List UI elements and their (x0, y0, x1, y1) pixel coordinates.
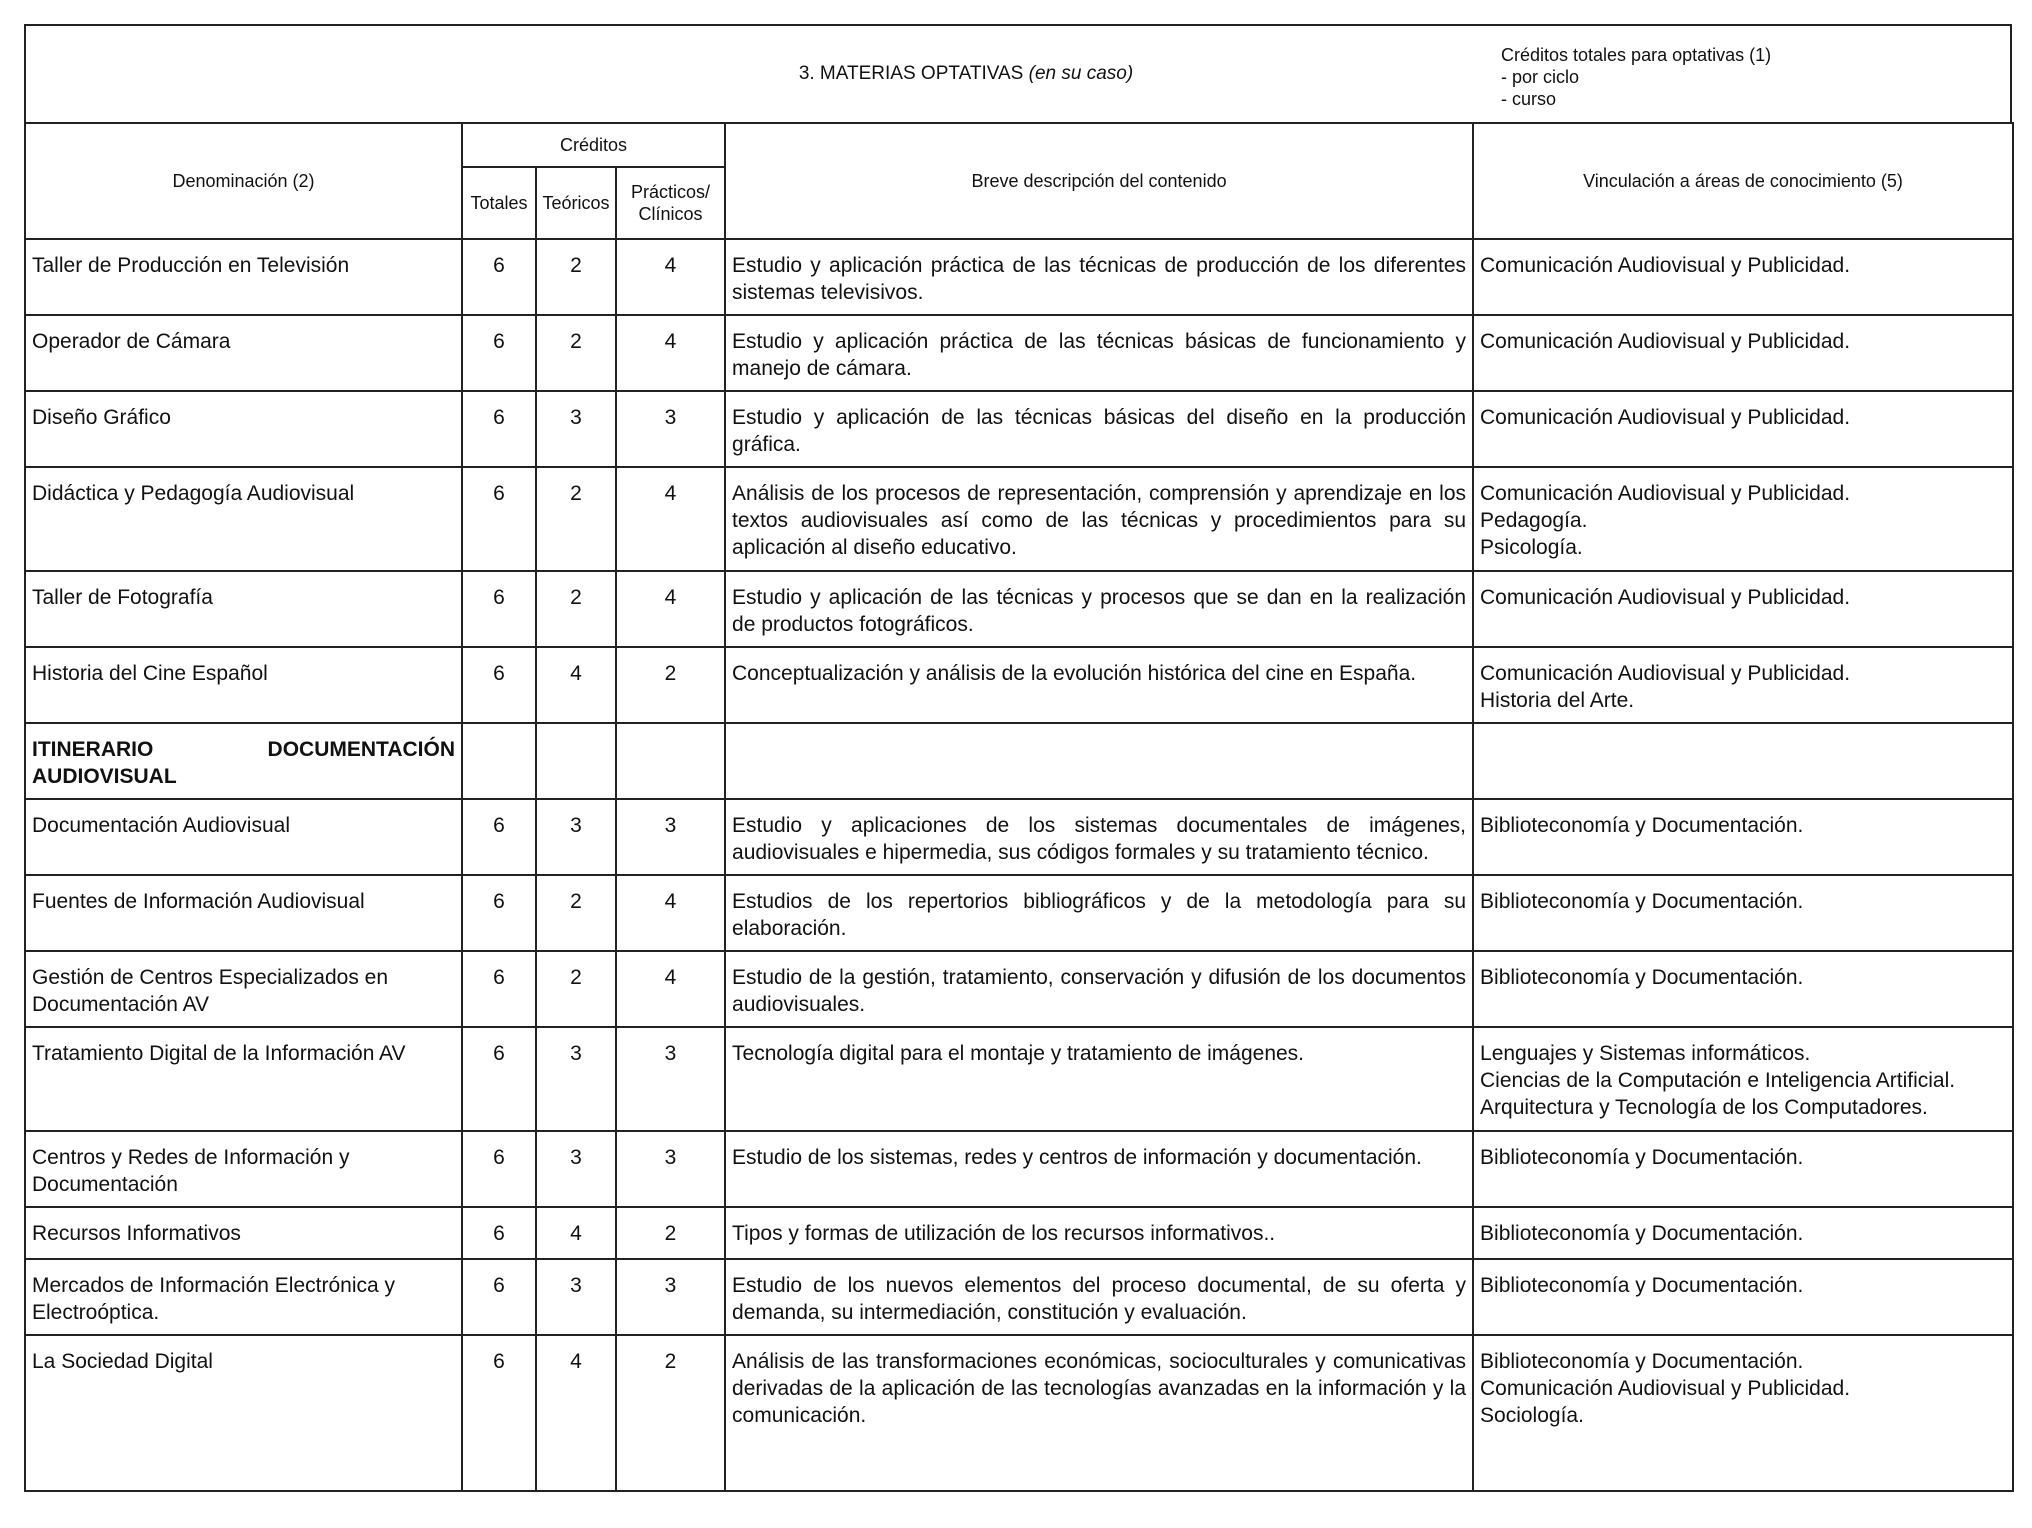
subject-name: Centros y Redes de Información y Documentación (25, 1131, 462, 1207)
credits-theory: 2 (536, 239, 616, 315)
col-header-denominacion: Denominación (2) (25, 123, 462, 239)
table-row (25, 1335, 2013, 1491)
knowledge-areas (1473, 951, 2013, 1027)
subject-name: La Sociedad Digital (25, 1335, 462, 1491)
knowledge-area: Biblioteconomía y Documentación. (1480, 966, 1804, 989)
knowledge-area: Comunicación Audiovisual y Publicidad. (1480, 662, 1851, 685)
knowledge-area: Comunicación Audiovisual y Publicidad. (1480, 254, 1851, 277)
table-row (25, 467, 2013, 571)
knowledge-areas (1473, 1131, 2013, 1207)
knowledge-area: Ciencias de la Computación e Inteligencia Artificial. (1480, 1069, 1956, 1092)
empty-cell (536, 723, 616, 799)
knowledge-areas (1473, 391, 2013, 467)
table-row (25, 239, 2013, 315)
knowledge-areas (1473, 875, 2013, 951)
credits-total: 6 (462, 391, 536, 467)
optativas-table (24, 122, 2014, 1492)
knowledge-areas (1473, 1335, 2013, 1491)
credits-total: 6 (462, 571, 536, 647)
knowledge-area: Sociología. (1480, 1404, 1584, 1427)
section-title (26, 26, 1476, 122)
knowledge-areas (1473, 571, 2013, 647)
credits-theory: 4 (536, 647, 616, 723)
credits-total: 6 (462, 1207, 536, 1259)
content-description: Tecnología digital para el montaje y tratamiento de imágenes. (725, 1027, 1473, 1131)
knowledge-area: Biblioteconomía y Documentación. (1480, 1146, 1804, 1169)
table-body (25, 239, 2013, 1491)
section-header (24, 24, 2012, 122)
table-row (25, 1207, 2013, 1259)
subject-name: Diseño Gráfico (25, 391, 462, 467)
credits-theory: 3 (536, 1131, 616, 1207)
credits-note-line: - curso (1501, 89, 1557, 109)
credits-practice: 4 (616, 875, 725, 951)
knowledge-area: Biblioteconomía y Documentación. (1480, 814, 1804, 837)
credits-total: 6 (462, 647, 536, 723)
table-row (25, 391, 2013, 467)
subject-name: Taller de Fotografía (25, 571, 462, 647)
credits-total-note (1501, 44, 1771, 110)
credits-practice: 4 (616, 315, 725, 391)
subject-name: Gestión de Centros Especializados en Documentación AV (25, 951, 462, 1027)
content-description: Tipos y formas de utilización de los recursos informativos.. (725, 1207, 1473, 1259)
table-row (25, 315, 2013, 391)
credits-theory: 3 (536, 1027, 616, 1131)
knowledge-areas (1473, 467, 2013, 571)
credits-theory: 2 (536, 951, 616, 1027)
knowledge-areas (1473, 1027, 2013, 1131)
knowledge-area: Biblioteconomía y Documentación. (1480, 1350, 1804, 1373)
content-description: Análisis de los procesos de representación, comprensión y aprendizaje en los textos audiovisuales así como de las técnicas y procedimientos para su aplicación al diseño educativo. (725, 467, 1473, 571)
subject-name: Operador de Cámara (25, 315, 462, 391)
knowledge-area: Comunicación Audiovisual y Publicidad. (1480, 406, 1851, 429)
content-description: Análisis de las transformaciones económicas, socioculturales y comunicativas derivadas de la aplicación de las tecnologías avanzadas en la información y la comunicación. (725, 1335, 1473, 1491)
credits-note-line: - por ciclo (1501, 67, 1580, 87)
credits-practice: 4 (616, 571, 725, 647)
credits-practice: 4 (616, 239, 725, 315)
credits-total: 6 (462, 1131, 536, 1207)
content-description: Conceptualización y análisis de la evolución histórica del cine en España. (725, 647, 1473, 723)
credits-note-line: Créditos totales para optativas (1) (1501, 45, 1772, 65)
table-row (25, 571, 2013, 647)
content-description: Estudios de los repertorios bibliográficos y de la metodología para su elaboración. (725, 875, 1473, 951)
credits-practice: 4 (616, 951, 725, 1027)
credits-total: 6 (462, 1027, 536, 1131)
credits-theory: 2 (536, 571, 616, 647)
content-description: Estudio de la gestión, tratamiento, conservación y difusión de los documentos audiovisuales. (725, 951, 1473, 1027)
knowledge-area: Comunicación Audiovisual y Publicidad. (1480, 1377, 1851, 1400)
subject-name: Fuentes de Información Audiovisual (25, 875, 462, 951)
subject-name: Tratamiento Digital de la Información AV (25, 1027, 462, 1131)
col-header-creditos: Créditos (462, 123, 725, 167)
subject-name: Recursos Informativos (25, 1207, 462, 1259)
table-row (25, 1027, 2013, 1131)
content-description: Estudio de los nuevos elementos del proceso documental, de su oferta y demanda, su intermediación, constitución y evaluación. (725, 1259, 1473, 1335)
credits-theory: 3 (536, 1259, 616, 1335)
credits-total: 6 (462, 239, 536, 315)
content-description: Estudio y aplicación práctica de las técnicas básicas de funcionamiento y manejo de cámara. (725, 315, 1473, 391)
credits-practice: 3 (616, 1259, 725, 1335)
knowledge-areas (1473, 1207, 2013, 1259)
col-header-practicos: Prácticos/ Clínicos (616, 167, 725, 239)
credits-total: 6 (462, 799, 536, 875)
subject-name: Didáctica y Pedagogía Audiovisual (25, 467, 462, 571)
credits-total: 6 (462, 467, 536, 571)
subject-name: Mercados de Información Electrónica y Electroóptica. (25, 1259, 462, 1335)
credits-total: 6 (462, 951, 536, 1027)
section-title-text: 3. MATERIAS OPTATIVAS (798, 63, 1024, 84)
credits-total: 6 (462, 875, 536, 951)
knowledge-area: Comunicación Audiovisual y Publicidad. (1480, 586, 1851, 609)
credits-theory: 4 (536, 1335, 616, 1491)
knowledge-areas (1473, 799, 2013, 875)
credits-total: 6 (462, 1259, 536, 1335)
credits-practice: 4 (616, 467, 725, 571)
document-page (24, 24, 2012, 1492)
content-description: Estudio y aplicaciones de los sistemas documentales de imágenes, audiovisuales e hipermedia, sus códigos formales y su tratamiento técnico. (725, 799, 1473, 875)
table-row (25, 1259, 2013, 1335)
col-header-descripcion: Breve descripción del contenido (725, 123, 1473, 239)
credits-practice: 3 (616, 799, 725, 875)
credits-practice: 2 (616, 1335, 725, 1491)
content-description: Estudio y aplicación de las técnicas y procesos que se dan en la realización de productos fotográficos. (725, 571, 1473, 647)
empty-cell (725, 723, 1473, 799)
section-title-note: (en su caso) (1028, 63, 1134, 84)
content-description: Estudio de los sistemas, redes y centros de información y documentación. (725, 1131, 1473, 1207)
credits-practice: 2 (616, 647, 725, 723)
credits-theory: 2 (536, 467, 616, 571)
credits-practice: 2 (616, 1207, 725, 1259)
subject-name: Historia del Cine Español (25, 647, 462, 723)
knowledge-areas (1473, 239, 2013, 315)
credits-theory: 3 (536, 799, 616, 875)
credits-theory: 2 (536, 875, 616, 951)
credits-theory: 2 (536, 315, 616, 391)
knowledge-area: Comunicación Audiovisual y Publicidad. (1480, 330, 1851, 353)
knowledge-area: Arquitectura y Tecnología de los Computadores. (1480, 1096, 1928, 1119)
credits-theory: 3 (536, 391, 616, 467)
knowledge-area: Biblioteconomía y Documentación. (1480, 1222, 1804, 1245)
knowledge-areas (1473, 315, 2013, 391)
knowledge-area: Biblioteconomía y Documentación. (1480, 890, 1804, 913)
knowledge-area: Psicología. (1480, 536, 1583, 559)
knowledge-area: Pedagogía. (1480, 509, 1588, 532)
knowledge-areas (1473, 647, 2013, 723)
credits-practice: 3 (616, 1027, 725, 1131)
table-row (25, 1131, 2013, 1207)
knowledge-areas (1473, 1259, 2013, 1335)
table-row (25, 875, 2013, 951)
col-header-teoricos: Teóricos (536, 167, 616, 239)
table-row (25, 799, 2013, 875)
credits-total: 6 (462, 315, 536, 391)
subject-name: Taller de Producción en Televisión (25, 239, 462, 315)
content-description: Estudio y aplicación práctica de las técnicas de producción de los diferentes sistemas televisivos. (725, 239, 1473, 315)
credits-practice: 3 (616, 1131, 725, 1207)
empty-cell (1473, 723, 2013, 799)
table-row (25, 647, 2013, 723)
col-header-vinculacion: Vinculación a áreas de conocimiento (5) (1473, 123, 2013, 239)
content-description: Estudio y aplicación de las técnicas básicas del diseño en la producción gráfica. (725, 391, 1473, 467)
section-row (25, 723, 2013, 799)
knowledge-area: Historia del Arte. (1480, 689, 1635, 712)
credits-theory: 4 (536, 1207, 616, 1259)
subject-name: Documentación Audiovisual (25, 799, 462, 875)
knowledge-area: Biblioteconomía y Documentación. (1480, 1274, 1804, 1297)
empty-cell (616, 723, 725, 799)
table-row (25, 951, 2013, 1027)
knowledge-area: Comunicación Audiovisual y Publicidad. (1480, 482, 1851, 505)
itinerary-heading: ITINERARIO DOCUMENTACIÓN AUDIOVISUAL (25, 723, 462, 799)
credits-total: 6 (462, 1335, 536, 1491)
credits-practice: 3 (616, 391, 725, 467)
col-header-totales: Totales (462, 167, 536, 239)
empty-cell (462, 723, 536, 799)
knowledge-area: Lenguajes y Sistemas informáticos. (1480, 1042, 1811, 1065)
